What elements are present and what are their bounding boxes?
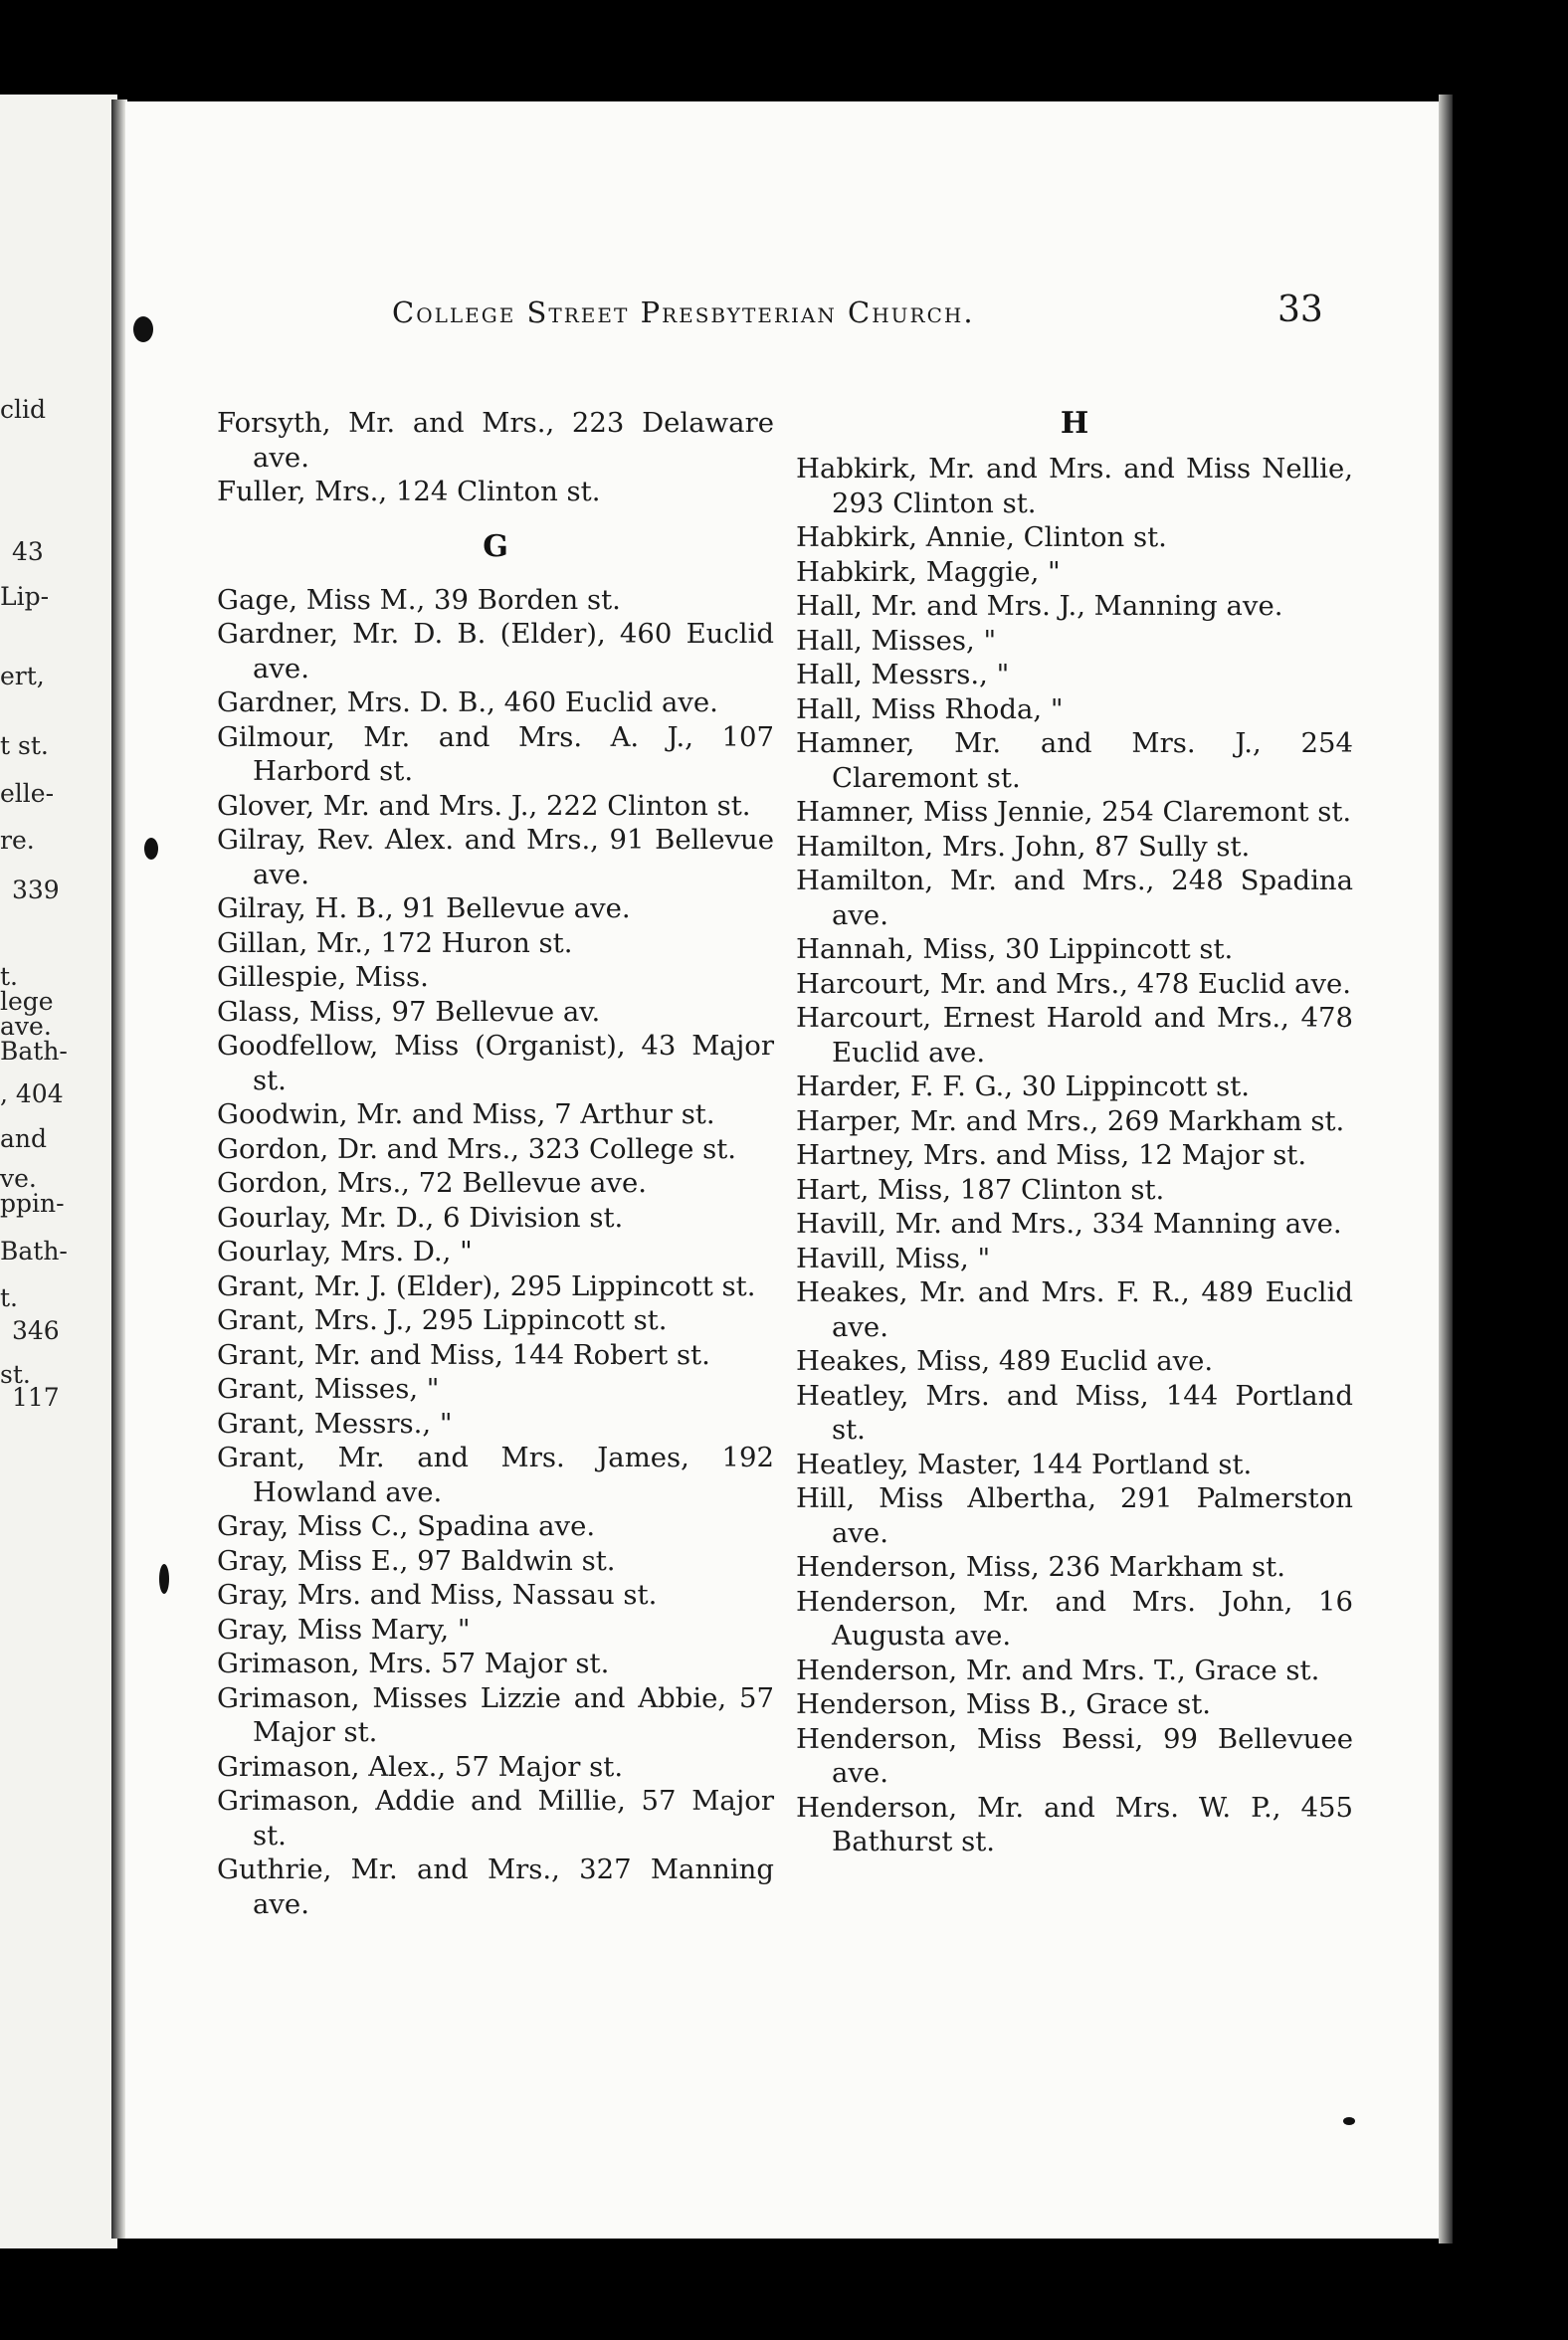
left-page-text-fragment: 339 [12, 876, 60, 904]
directory-entry: Gilmour, Mr. and Mrs. A. J., 107 Harbord st. [217, 720, 774, 787]
directory-entry: Heatley, Master, 144 Portland st. [796, 1448, 1253, 1480]
ink-blot [144, 838, 158, 860]
directory-entry: Henderson, Miss, 236 Markham st. [796, 1551, 1285, 1583]
directory-entry: Grant, Mr. and Miss, 144 Robert st. [217, 1338, 710, 1371]
directory-entry: Habkirk, Mr. and Mrs. and Miss Nellie, 293 Clinton st. [796, 453, 1353, 519]
directory-entry: Henderson, Mr. and Mrs. John, 16 Augusta ave. [796, 1585, 1353, 1652]
directory-entry: Hartney, Mrs. and Miss, 12 Major st. [796, 1139, 1307, 1171]
left-page-text-fragment: 117 [12, 1383, 60, 1412]
page-title: College Street Presbyterian Church. [392, 295, 975, 329]
ink-blot [159, 1564, 169, 1594]
directory-entry: Heakes, Miss, 489 Euclid ave. [796, 1345, 1214, 1377]
directory-entry: Grant, Mrs. J., 295 Lippincott st. [217, 1304, 668, 1336]
directory-entry: Gardner, Mrs. D. B., 460 Euclid ave. [217, 686, 718, 718]
directory-entry: Goodwin, Mr. and Miss, 7 Arthur st. [217, 1098, 715, 1130]
directory-entry: Henderson, Miss Bessi, 99 Bellevuee ave. [796, 1722, 1353, 1789]
left-page-text-fragment: and [0, 1124, 48, 1153]
directory-entry: Grimason, Alex., 57 Major st. [217, 1750, 624, 1783]
left-page-text-fragment: clid [0, 395, 46, 424]
left-page-text-fragment: Bath- [0, 1037, 68, 1066]
directory-entry: Heatley, Mrs. and Miss, 144 Portland st. [796, 1379, 1353, 1446]
page-edge-right [1439, 95, 1453, 2243]
left-page-text-fragment: t. [0, 1283, 18, 1312]
directory-entry: Grimason, Misses Lizzie and Abbie, 57 Major st. [217, 1681, 774, 1748]
directory-entry: Guthrie, Mr. and Mrs., 327 Manning ave. [217, 1853, 774, 1920]
directory-entry: Hall, Miss Rhoda, " [796, 692, 1064, 725]
directory-entry: Gordon, Dr. and Mrs., 323 College st. [217, 1132, 736, 1165]
directory-entry: Hall, Misses, " [796, 624, 997, 657]
ink-blot [1343, 2117, 1355, 2125]
directory-entry: Gillespie, Miss. [217, 961, 429, 993]
directory-entry: Gray, Mrs. and Miss, Nassau st. [217, 1579, 658, 1611]
left-page-text-fragment: t. [0, 962, 18, 991]
left-page-edge [0, 95, 117, 2248]
directory-entry: Fuller, Mrs., 124 Clinton st. [217, 476, 601, 507]
left-page-text-fragment: 43 [12, 537, 44, 566]
directory-entry: Henderson, Mr. and Mrs. W. P., 455 Bathurst st. [796, 1791, 1353, 1857]
directory-entry: Henderson, Miss B., Grace st. [796, 1688, 1212, 1720]
directory-entry: Gourlay, Mrs. D., " [217, 1236, 473, 1268]
directory-entry: Gourlay, Mr. D., 6 Division st. [217, 1201, 624, 1234]
directory-entry: Hall, Messrs., " [796, 659, 1010, 690]
directory-entry: Havill, Miss, " [796, 1242, 991, 1274]
left-page-text-fragment: 346 [12, 1316, 60, 1345]
running-head [263, 286, 1337, 345]
directory-entry: Grimason, Addie and Millie, 57 Major st. [217, 1785, 774, 1852]
directory-entry: Glover, Mr. and Mrs. J., 222 Clinton st. [217, 789, 751, 822]
left-page-text-fragment: ert, [0, 662, 45, 690]
directory-entry: Gray, Miss E., 97 Baldwin st. [217, 1544, 616, 1577]
directory-entry: Havill, Mr. and Mrs., 334 Manning ave. [796, 1208, 1342, 1240]
directory-entry: Harder, F. F. G., 30 Lippincott st. [796, 1071, 1250, 1102]
directory-entry: Harper, Mr. and Mrs., 269 Markham st. [796, 1104, 1345, 1137]
directory-entry: Grimason, Mrs. 57 Major st. [217, 1648, 610, 1679]
ink-blot [133, 316, 153, 342]
directory-entry: Gillan, Mr., 172 Huron st. [217, 926, 573, 959]
left-page-text-fragment: Bath- [0, 1237, 68, 1266]
entries-g [217, 583, 774, 1922]
directory-entry: Hill, Miss Albertha, 291 Palmerston ave. [796, 1482, 1353, 1549]
left-page-text-fragment: ve. [0, 1164, 37, 1193]
entries-f [217, 406, 774, 509]
left-page-text-fragment: ppin- [0, 1189, 65, 1218]
directory-entry: Gilray, H. B., 91 Bellevue ave. [217, 892, 631, 924]
directory-entry: Hall, Mr. and Mrs. J., Manning ave. [796, 590, 1283, 622]
directory-entry: Grant, Mr. and Mrs. James, 192 Howland ave. [217, 1442, 774, 1508]
section-heading-h: H [1060, 406, 1089, 441]
directory-entry: Gardner, Mr. D. B. (Elder), 460 Euclid ave. [217, 618, 774, 684]
directory-column-left [217, 406, 774, 1921]
directory-entry: Forsyth, Mr. and Mrs., 223 Delaware ave. [217, 407, 774, 474]
directory-entry: Gray, Miss C., Spadina ave. [217, 1510, 596, 1542]
directory-entry: Hannah, Miss, 30 Lippincott st. [796, 933, 1234, 965]
directory-entry: Gordon, Mrs., 72 Bellevue ave. [217, 1167, 647, 1199]
directory-entry: Gilray, Rev. Alex. and Mrs., 91 Bellevue ave. [217, 824, 774, 890]
directory-entry: Grant, Misses, " [217, 1373, 440, 1405]
directory-entry: Harcourt, Ernest Harold and Mrs., 478 Euclid ave. [796, 1002, 1353, 1069]
directory-entry: Habkirk, Annie, Clinton st. [796, 521, 1167, 553]
left-page-text-fragment: ave. [0, 1012, 52, 1041]
directory-entry: Gage, Miss M., 39 Borden st. [217, 583, 621, 616]
directory-entry: Grant, Messrs., " [217, 1407, 453, 1440]
directory-entry: Habkirk, Maggie, " [796, 555, 1061, 588]
directory-entry: Grant, Mr. J. (Elder), 295 Lippincott st. [217, 1269, 756, 1302]
directory-entry: Hamner, Miss Jennie, 254 Claremont st. [796, 796, 1352, 828]
page-number: 33 [1277, 290, 1323, 330]
directory-entry: Heakes, Mr. and Mrs. F. R., 489 Euclid ave. [796, 1276, 1353, 1343]
left-page-text-fragment: , 404 [0, 1079, 64, 1108]
entries-h [796, 452, 1353, 1859]
left-page-text-fragment: lege [0, 987, 54, 1016]
directory-entry: Goodfellow, Miss (Organist), 43 Major st. [217, 1030, 774, 1096]
directory-entry: Glass, Miss, 97 Bellevue av. [217, 995, 601, 1028]
left-page-text-fragment: elle- [0, 779, 55, 808]
directory-entry: Hamilton, Mrs. John, 87 Sully st. [796, 830, 1251, 863]
left-page-text-fragment: Lip- [0, 582, 50, 611]
directory-column-right [796, 406, 1353, 1859]
left-page-text-fragment: re. [0, 826, 35, 855]
directory-entry: Hart, Miss, 187 Clinton st. [796, 1173, 1165, 1206]
directory-entry: Henderson, Mr. and Mrs. T., Grace st. [796, 1654, 1320, 1686]
left-page-text-fragment: t st. [0, 731, 49, 760]
left-page-text-fragment: st. [0, 1360, 31, 1389]
directory-entry: Hamner, Mr. and Mrs. J., 254 Claremont st. [796, 727, 1353, 794]
directory-entry: Gray, Miss Mary, " [217, 1613, 471, 1646]
section-heading-g: G [483, 528, 508, 564]
directory-entry: Harcourt, Mr. and Mrs., 478 Euclid ave. [796, 967, 1352, 1000]
directory-entry: Hamilton, Mr. and Mrs., 248 Spadina ave. [796, 865, 1353, 931]
